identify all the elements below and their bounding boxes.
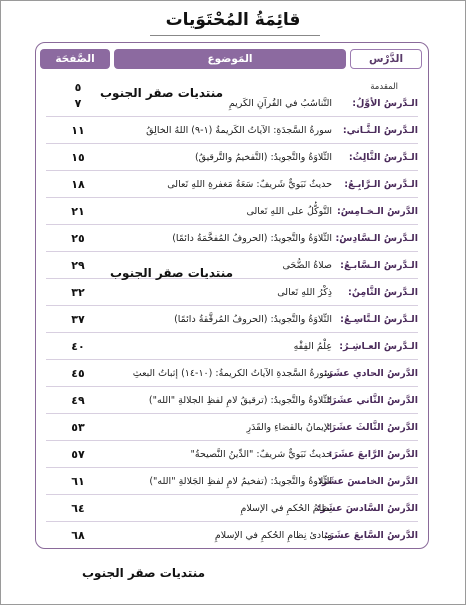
topic-text: سورةُ السَّجدَةِ: الآياتُ الكَريمةُ (١-٩) اللهُ الخالِقُ xyxy=(146,125,332,136)
lesson-name: الـدَّرسُ الثَّامِنُ: xyxy=(348,287,418,298)
page-number: ٢٩ xyxy=(71,259,85,272)
page-number: ٤٠ xyxy=(71,340,85,353)
topic-text: نِظامُ الحُكمِ في الإسلامِ xyxy=(240,503,332,514)
watermark-text: منتديات صقر الجنوب xyxy=(100,86,224,100)
table-row xyxy=(36,392,428,414)
topic-text: سورةُ السَّجدةِ الآياتُ الكريمةُ: (١٠-١٤) إثباتُ البعثِ xyxy=(132,368,332,379)
page-number: ٢٥ xyxy=(71,232,85,245)
lesson-name: الدَّرسُ السَّابعَ عشَرَ: xyxy=(324,530,418,541)
page-number: ١١ xyxy=(71,124,85,137)
topic-text: حديثٌ نَبَويٌّ شَريفٌ: سَعَةُ مَغفرةِ اللهِ تَعالى xyxy=(167,179,332,190)
page-number: ٦٤ xyxy=(71,502,85,515)
row-divider xyxy=(46,170,418,171)
topic-text: التَّناسُبُ في القُرآنِ الكَريمِ xyxy=(228,98,332,109)
topic-text: مبادئ نِظامِ الحُكمِ في الإسلامِ xyxy=(214,530,332,541)
header-page: الصَّفحَة xyxy=(40,49,110,69)
row-divider xyxy=(46,305,418,306)
topic-text: التِّلاوةُ والتَّجويدُ: (تفخيمُ لامِ لفظِ الجَلالةِ "الله") xyxy=(149,476,332,487)
page-number: ٥ xyxy=(74,81,82,94)
lesson-name: الـدَّرسُ الـثَّـاني: xyxy=(342,125,418,136)
page-number: ٥٣ xyxy=(71,421,85,434)
lesson-name: الـدَّرسُ الـرَّابِـعُ: xyxy=(344,179,418,190)
page-number: ٦١ xyxy=(71,475,85,488)
row-divider xyxy=(46,413,418,414)
topic-text: حديثٌ نَبَويٌّ شريفٌ: "الدِّينُ النَّصيحةُ" xyxy=(190,449,332,460)
topic-text: عِلْمُ الفِقْهِ xyxy=(293,341,332,352)
row-divider xyxy=(46,251,418,252)
table-row xyxy=(36,95,428,117)
lesson-name: الدَّرسُ السَّادسَ عشَرَ: xyxy=(316,503,418,514)
lesson-name: الـدَّرسُ العـاشِـرُ: xyxy=(339,341,418,352)
page-number: ٤٥ xyxy=(71,367,85,380)
table-row xyxy=(36,365,428,387)
page-number: ٣٧ xyxy=(71,313,85,326)
page-number: ٢١ xyxy=(71,205,85,218)
lesson-name: الـدَّرسُ الـسَّادِسُ: xyxy=(335,233,418,244)
row-divider xyxy=(46,224,418,225)
lesson-name: الـدَّرسُ الـتَّاسِـعُ: xyxy=(340,314,418,325)
page-title: قائِمَةُ المُحْتَوَيات xyxy=(165,10,301,30)
topic-text: التِّلاوَةُ والتَّجويدُ: (الحروفُ المُفخَّمَةُ دائمًا) xyxy=(172,233,332,244)
page-number: ٧ xyxy=(74,97,82,110)
lesson-name: الدَّرسُ الخامسَ عشَرَ: xyxy=(318,476,418,487)
lesson-name: الدَّرسُ الثَّاني عشَرَ: xyxy=(327,395,418,406)
row-divider xyxy=(46,521,418,522)
table-row xyxy=(36,419,428,441)
lesson-name: الـدَّرسُ الثَّالِثُ: xyxy=(348,152,418,163)
row-divider xyxy=(46,143,418,144)
header-lesson: الدَّرْس xyxy=(350,49,422,69)
page-number: ٥٧ xyxy=(71,448,85,461)
topic-text: التِّلاوةُ والتَّجويدُ: (ترقيقُ لامِ لفظِ الجلالةِ "الله") xyxy=(148,395,332,406)
header-topic: المَوضوع xyxy=(114,49,346,69)
lesson-name: الدَّرسُ الثَّالثَ عشَرَ: xyxy=(326,422,418,433)
lesson-name: المقدمة xyxy=(370,82,398,92)
row-divider xyxy=(46,197,418,198)
title-underline xyxy=(150,35,320,36)
topic-text: الإيمانُ بالقضاءِ والقَدَرِ xyxy=(246,422,332,433)
table-row xyxy=(36,230,428,252)
topic-text: التَّوكُّلُ على اللهِ تَعالى xyxy=(246,206,332,217)
lesson-name: الدَّرسُ الـخـامِسُ: xyxy=(336,206,418,217)
row-divider xyxy=(46,494,418,495)
page-number: ١٥ xyxy=(71,151,85,164)
table-row xyxy=(36,122,428,144)
contents-table xyxy=(35,42,429,549)
table-header xyxy=(42,49,422,69)
table-row xyxy=(36,527,428,549)
lesson-name: الدَّرسُ الرَّابعَ عشَرَ: xyxy=(328,449,418,460)
row-divider xyxy=(46,359,418,360)
topic-text: ذِكْرُ اللهِ تَعالى xyxy=(277,287,332,298)
table-row xyxy=(36,500,428,522)
page-number: ٦٨ xyxy=(71,529,85,542)
topic-text: التِّلاوَةُ والتَّجويدُ: (الحروفُ المُرقَّقةُ دائمًا) xyxy=(174,314,332,325)
page-number: ٤٩ xyxy=(71,394,85,407)
table-row xyxy=(36,149,428,171)
table-row xyxy=(36,446,428,468)
table-row xyxy=(36,473,428,495)
lesson-name: الـدَّرسُ الـسَّابـعُ: xyxy=(340,260,418,271)
lesson-name: الـدَّرسُ الأوَّلُ: xyxy=(352,98,418,109)
table-row xyxy=(36,338,428,360)
row-divider xyxy=(46,332,418,333)
topic-text: التِّلاوَةُ والتَّجويدُ: (التَّفخيمُ والتَّرقيقُ) xyxy=(194,152,332,163)
table-row xyxy=(36,311,428,333)
page-number: ٣٢ xyxy=(71,286,85,299)
table-row xyxy=(36,284,428,306)
page-number: ١٨ xyxy=(71,178,85,191)
topic-text: صلاةُ الضُّحَى xyxy=(282,260,332,271)
row-divider xyxy=(46,116,418,117)
row-divider xyxy=(46,467,418,468)
table-row xyxy=(36,176,428,198)
watermark-text: منتديات صقر الجنوب xyxy=(82,566,206,580)
lesson-name: الدَّرسُ الحادي عشَرَ: xyxy=(323,368,418,379)
row-divider xyxy=(46,440,418,441)
table-row xyxy=(36,203,428,225)
row-divider xyxy=(46,386,418,387)
watermark-text: منتديات صقر الجنوب xyxy=(110,266,234,280)
